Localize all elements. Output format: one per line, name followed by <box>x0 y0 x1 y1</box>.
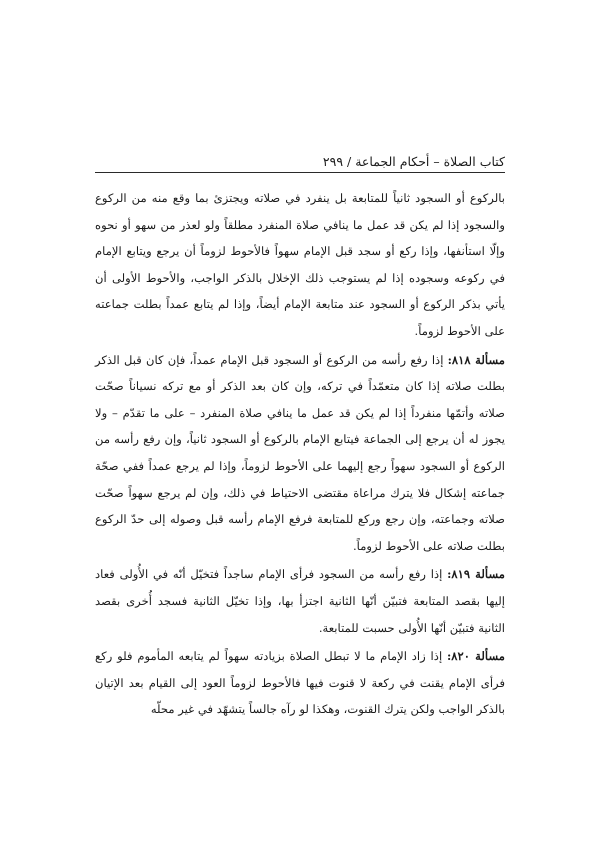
issue-number-label: مسألة ٨١٨: <box>447 352 505 367</box>
paragraph-text: إذا زاد الإمام ما لا تبطل الصلاة بزيادته سهواً لم يتابعه المأموم فلو ركع فرأى الإمام يقنت في ركعة لا قنوت فيها فالأحوط لزوماً العود إلى القيام بعد الإتيان بالذكر الواجب ولكن يترك القنوت، وهكذا لو رآه جالساً يتشهّد في غير محلّه <box>95 649 505 717</box>
issue-number-label: مسألة ٨١٩: <box>447 567 506 582</box>
page-body <box>95 185 505 725</box>
issue-819 <box>95 561 505 641</box>
header-divider <box>95 172 505 173</box>
paragraph-continuation <box>95 185 505 345</box>
paragraph-text: بالركوع أو السجود ثانياً للمتابعة بل ينفرد في صلاته ويجتزئ بما وقع منه من الركوع والسجود إذا لم يكن قد عمل ما ينافي صلاة المنفرد مطلقاً ولو لعذر من سهو أو نحوه وإلّا استأنفها، وإذا ركع أو سجد قبل الإمام سهواً فالأحوط لزوماً أن يرجع ويتابع الإمام في ركوعه وسجوده إذا لم يستوجب ذلك الإخلال بالذكر الواجب، والأحوط الأولى أن يأتي بذكر الركوع أو السجود عند متابعة الإمام أيضاً، وإذا لم يتابع عمداً بطلت جماعته على الأحوط لزوماً. <box>95 191 505 338</box>
paragraph-text: إذا رفع رأسه من الركوع أو السجود قبل الإمام عمداً، فإن كان قبل الذكر بطلت صلاته إذا كان متعمّداً في تركه، وإن كان بعد الذكر أو مع تركه نسياناً صحّت صلاته وأتمّها منفرداً إذا لم يكن قد عمل ما ينافي صلاة المنفرد – على ما تقدّم – ولا يجوز له أن يرجع إلى الجماعة فيتابع الإمام بالركوع أو السجود ثانياً، وإن رفع رأسه من الركوع أو السجود سهواً رجع إليهما على الأحوط لزوماً، وإذا لم يرجع عمداً ففي صحّة جماعته إشكال فلا يترك مراعاة مقتضى الاحتياط في ذلك، وإن لم يرجع سهواً صحّت صلاته وجماعته، وإن رجع وركع للمتابعة فرفع الإمام رأسه قبل وصوله إلى حدّ الركوع بطلت صلاته على الأحوط لزوماً. <box>95 352 505 553</box>
issue-818 <box>95 347 505 560</box>
issue-820 <box>95 643 505 723</box>
running-header: كتاب الصلاة – أحكام الجماعة / ٢٩٩ <box>322 154 505 169</box>
issue-number-label: مسألة ٨٢٠: <box>447 649 506 664</box>
paragraph-text: إذا رفع رأسه من السجود فرأى الإمام ساجداً فتخيّل أنّه في الأُولى فعاد إليها بقصد المتابعة فتبيّن أنّها الثانية اجتزأ بها، وإذا تخيّل الثانية فسجد أُخرى بقصد الثانية فتبيّن أنّها الأُولى حسبت للمتابعة. <box>95 567 505 635</box>
